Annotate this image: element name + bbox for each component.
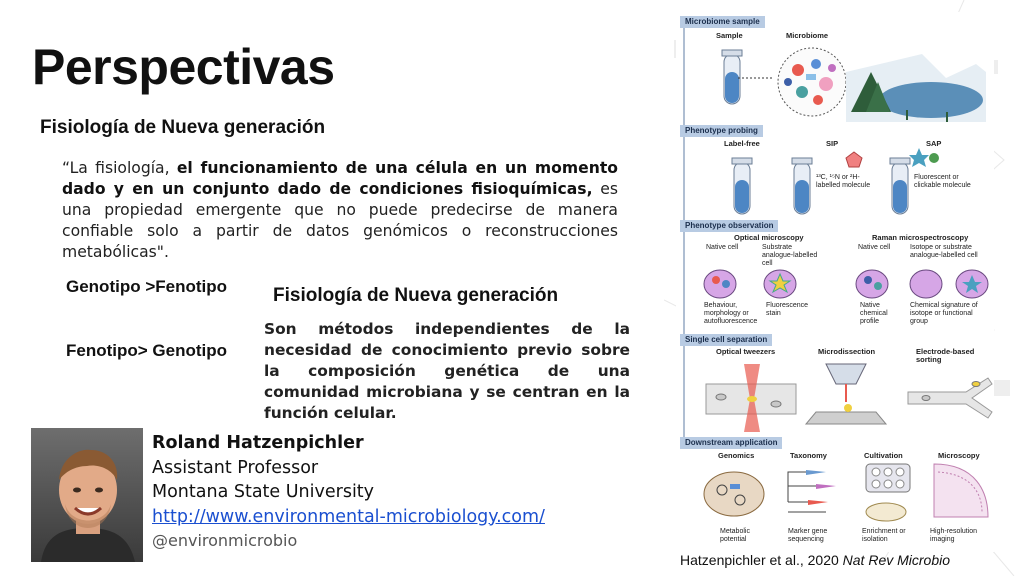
fig-label-native-cell-1: Native cell <box>706 244 739 251</box>
microbiome-circle-icon <box>778 48 846 116</box>
fig-label-genomics: Genomics <box>718 451 755 460</box>
workflow-graphics <box>676 12 994 552</box>
person-website-link[interactable]: http://www.environmental-microbiology.com/ <box>152 506 545 527</box>
banner-microbiome-sample: Microbiome sample <box>680 16 765 28</box>
person-role: Assistant Professor <box>152 457 319 478</box>
slide-subtitle: Fisiología de Nueva generación <box>40 117 326 138</box>
banner-phenotype-observation: Phenotype observation <box>680 220 778 232</box>
microscopy-cell-icon <box>934 464 988 517</box>
fig-label-substrate-cell: Substrate analogue-labelled cell <box>762 244 818 267</box>
fig-label-electrode: Electrode-based sorting <box>916 347 975 364</box>
quote-bold: el funcionamiento de una célula en un momento dado y en un conjunto dado de condiciones fisioquímicas, <box>62 159 618 198</box>
fig-label-microscopy: Microscopy <box>938 451 980 460</box>
fig-label-highres: High-resolution imaging <box>930 528 978 543</box>
fig-label-optical-microscopy: Optical microscopy <box>734 233 804 242</box>
quote-open: “La fisiología, <box>62 159 177 177</box>
phenotype-genotype-label: Fenotipo> Genotipo <box>66 341 228 360</box>
banner-single-cell-separation: Single cell separation <box>680 334 772 346</box>
banner-downstream-application: Downstream application <box>680 437 782 449</box>
microdissection-icon <box>806 364 886 424</box>
fig-label-taxonomy: Taxonomy <box>790 451 827 460</box>
electrode-sorting-icon <box>908 378 992 418</box>
fig-label-sap: SAP <box>926 139 942 148</box>
citation-authors: Hatzenpichler et al., 2020 <box>680 552 839 568</box>
cultivation-plate-icon <box>866 464 910 521</box>
sample-tube-icon <box>722 50 742 104</box>
banner-phenotype-probing: Phenotype probing <box>680 125 763 137</box>
fig-label-cultivation: Cultivation <box>864 451 903 460</box>
fig-label-chem-sig: Chemical signature of isotope or functional group <box>910 302 978 325</box>
fig-label-marker: Marker gene sequencing <box>788 528 828 543</box>
quote-rest: es una propiedad emergente que no puede predecirse de manera confiable solo a partir de datos genómicos o reconstrucciones metabólicas". <box>62 180 618 261</box>
genomics-icon <box>704 472 764 516</box>
optical-tweezers-icon <box>706 364 796 432</box>
citation-journal: Nat Rev Microbio <box>842 552 951 568</box>
genotype-phenotype-label: Genotipo >Fenotipo <box>66 277 228 296</box>
fig-label-enrichment: Enrichment or isolation <box>862 528 906 543</box>
person-handle: @environmicrobio <box>152 531 298 550</box>
fig-label-raman: Raman microspectroscopy <box>872 233 969 242</box>
fig-label-sip: SIP <box>826 139 839 148</box>
fig-label-behaviour: Behaviour, morphology or autofluorescence <box>704 302 758 325</box>
lake-landscape-icon <box>846 54 986 122</box>
taxonomy-tree-icon <box>788 470 836 512</box>
label-free-tube-icon <box>732 158 752 214</box>
person-affiliation: Montana State University <box>152 482 375 502</box>
person-name: Roland Hatzenpichler <box>152 433 364 453</box>
fig-label-microbiome: Microbiome <box>786 31 829 40</box>
person-card <box>152 431 545 554</box>
figure-citation <box>680 552 950 568</box>
fig-label-sap-desc: Fluorescent or clickable molecule <box>914 174 971 189</box>
physiology-quote <box>62 158 618 263</box>
observation-cells-icon <box>704 270 988 298</box>
fig-label-microdissection: Microdissection <box>818 347 876 356</box>
fig-label-metabolic: Metabolic potential <box>720 528 750 543</box>
fig-label-optical-tweezers: Optical tweezers <box>716 347 776 356</box>
slide-title: Perspectivas <box>32 39 335 95</box>
methods-text: Son métodos independientes de la necesidad de conocimiento previo sobre la composición genética de una comunidad microbiana y se centran en la función celular. <box>264 320 630 422</box>
workflow-figure <box>676 12 994 552</box>
fig-label-native-chem: Native chemical profile <box>860 302 888 325</box>
section-heading: Fisiología de Nueva generación <box>273 285 559 306</box>
fig-label-native-cell-2: Native cell <box>858 244 891 251</box>
fig-label-fluorescence-stain: Fluorescence stain <box>766 302 809 317</box>
fig-label-sip-desc: ¹³C, ¹⁵N or ²H-labelled molecule <box>816 174 871 189</box>
portrait-photo <box>31 428 143 562</box>
fig-label-label-free: Label-free <box>724 139 760 148</box>
fig-label-sample: Sample <box>716 31 743 40</box>
fig-label-isotope-cell: Isotope or substrate analogue-labelled cell <box>910 244 978 259</box>
